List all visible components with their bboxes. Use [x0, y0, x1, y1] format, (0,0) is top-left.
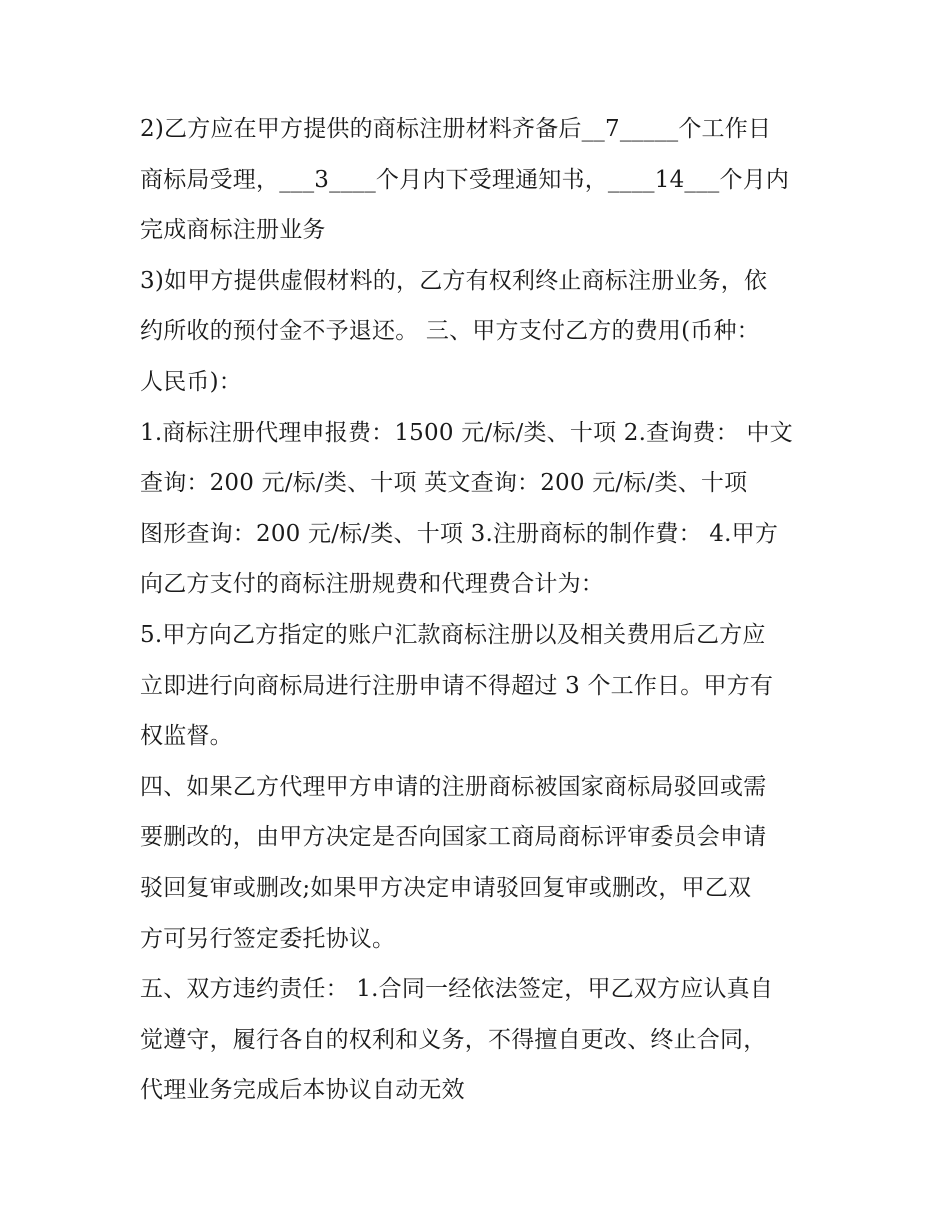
text-line: 觉遵守，履行各自的权利和义务，不得擅自更改、终止合同， [140, 1026, 767, 1053]
text-line: 驳回复审或删改;如果甲方决定申请驳回复审或删改，甲乙双 [140, 874, 752, 901]
text-line: 方可另行签定委托协议。 [140, 925, 396, 952]
text-line: 3)如甲方提供虚假材料的，乙方有权利终止商标注册业务，依 [140, 267, 768, 294]
text-line: 图形查询：200 元/标/类、十项 3.注册商标的制作費： 4.甲方 [140, 520, 779, 547]
text-line: 商标局受理，___3____个月内下受理通知书，____14___个月内 [140, 166, 790, 193]
text-line: 权监督。 [140, 723, 233, 750]
text-line: 五、双方违约责任： 1.合同一经依法签定，甲乙双方应认真自 [140, 976, 774, 1003]
text-line: 代理业务完成后本协议自动无效 [140, 1077, 465, 1104]
text-line: 立即进行向商标局进行注册申请不得超过 3 个工作日。甲方有 [140, 672, 774, 699]
text-line: 人民币)： [140, 368, 242, 395]
contract-text [140, 104, 820, 1116]
text-line: 1.商标注册代理申报费：1500 元/标/类、十项 2.查询费： 中文 [140, 419, 793, 446]
text-line: 查询：200 元/标/类、十项 英文查询：200 元/标/类、十项 [140, 470, 748, 497]
text-line: 向乙方支付的商标注册规费和代理费合计为： [140, 571, 604, 598]
text-line: 5.甲方向乙方指定的账户汇款商标注册以及相关费用后乙方应 [140, 621, 766, 648]
text-line: 要删改的，由甲方决定是否向国家工商局商标评审委员会申请 [140, 824, 767, 851]
text-line: 约所收的预付金不予退还。 三、甲方支付乙方的费用(币种： [140, 318, 760, 345]
text-line: 完成商标注册业务 [140, 217, 326, 244]
text-line: 四、如果乙方代理甲方申请的注册商标被国家商标局驳回或需 [140, 773, 767, 800]
text-line: 2)乙方应在甲方提供的商标注册材料齐备后__7_____个工作日 [140, 116, 772, 142]
